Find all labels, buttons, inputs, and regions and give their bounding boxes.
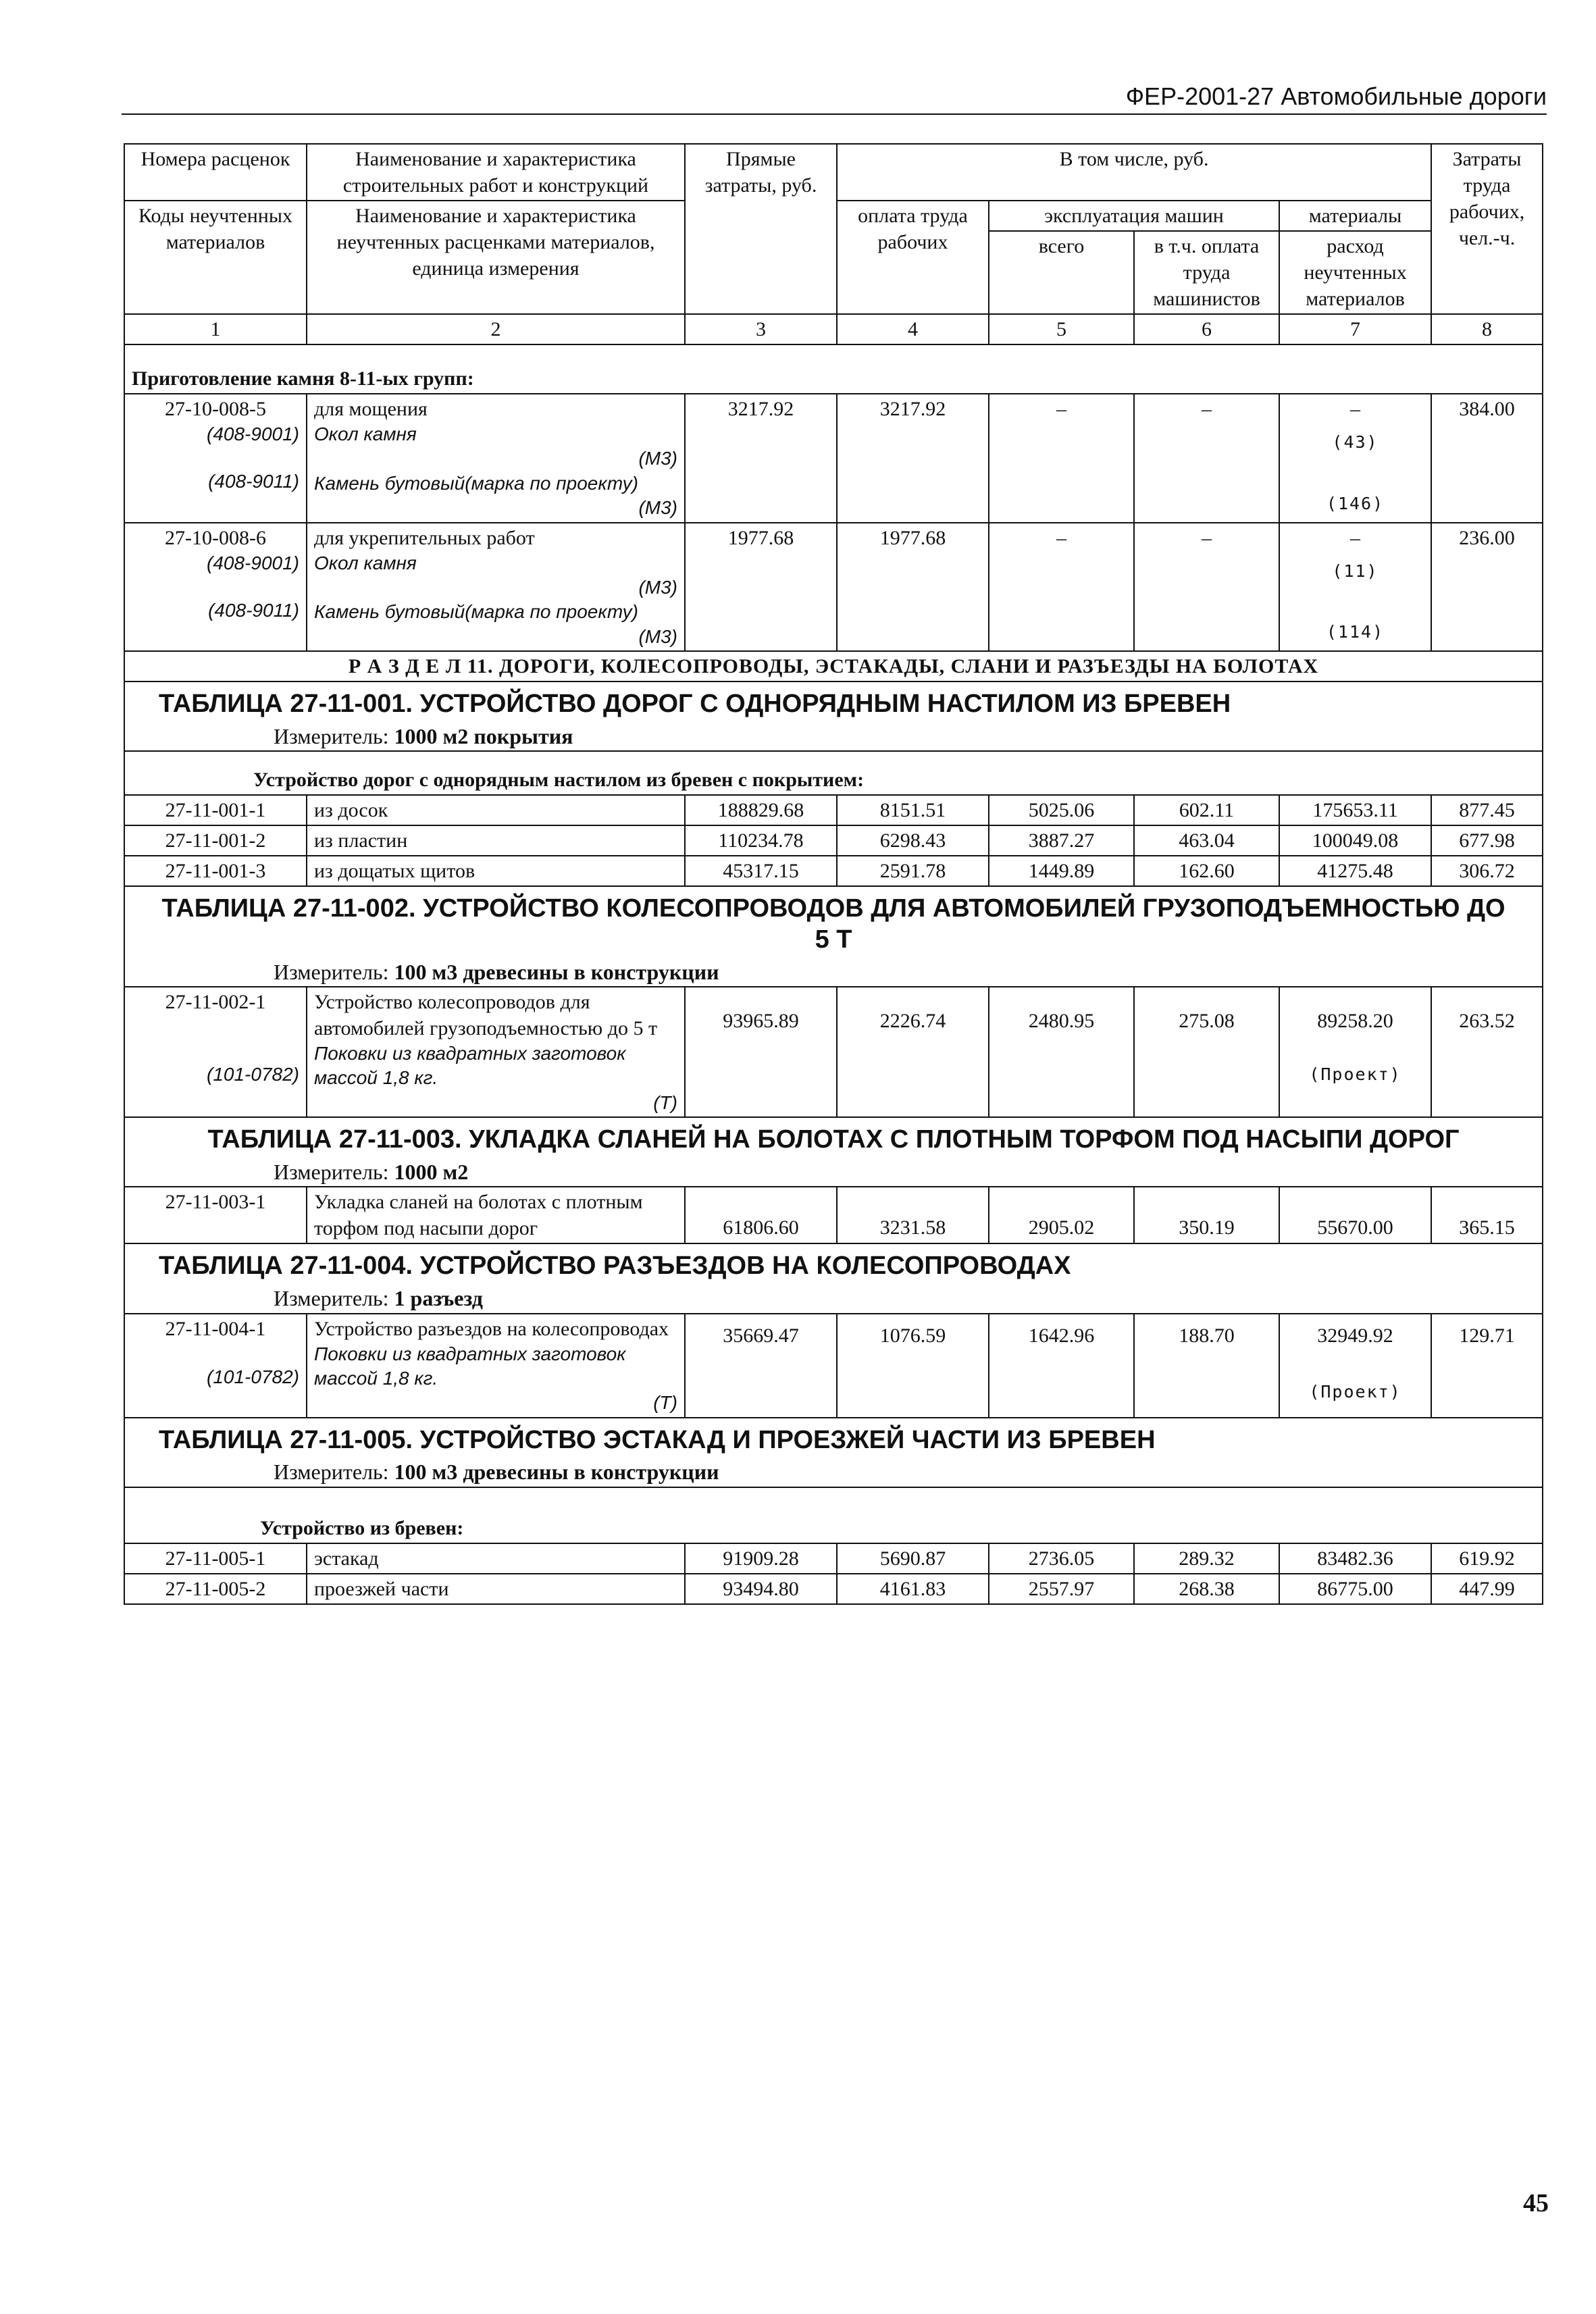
col2-header-bottom: Наименование и характеристика неучтенных расценками материалов, единица измерения xyxy=(307,201,685,314)
group-title: Устройство дорог с однорядным настилом из бревен с покрытием: xyxy=(124,751,1543,795)
column-number: 7 xyxy=(1279,314,1431,344)
work-name: для мощения xyxy=(314,398,428,420)
direct-cost: 61806.60 xyxy=(685,1187,837,1243)
work-name: проезжей части xyxy=(307,1574,685,1604)
rate-code: 27-11-004-1 xyxy=(165,1317,266,1340)
material-name: Камень бутовый(марка по проекту) xyxy=(314,601,638,623)
page-number: 45 xyxy=(1523,2189,1549,2217)
col2-header-top: Наименование и характеристика строительных работ и конструкций xyxy=(307,144,685,201)
col5-header: всего xyxy=(989,231,1134,314)
work-name: Укладка сланей на болотах с плотным торфом под насыпи дорог xyxy=(307,1187,685,1243)
material-cost: – xyxy=(1350,526,1361,549)
material-cost: 100049.08 xyxy=(1279,825,1431,856)
rate-code: 27-11-002-1 xyxy=(165,991,266,1014)
column-number: 5 xyxy=(989,314,1134,344)
labor-hours: 677.98 xyxy=(1431,825,1543,856)
rate-code: 27-11-001-2 xyxy=(124,825,307,856)
material-cost: 55670.00 xyxy=(1279,1187,1431,1243)
material-cost: 83482.36 xyxy=(1279,1543,1431,1574)
labor-hours: 877.45 xyxy=(1431,795,1543,825)
labor-cost: 3217.92 xyxy=(837,394,989,523)
material-cost: 89258.20 xyxy=(1317,1010,1393,1033)
work-name: из дощатых щитов xyxy=(307,856,685,886)
labor-hours: 129.71 xyxy=(1431,1314,1543,1418)
material-unit: (Т) xyxy=(653,1091,677,1113)
labor-hours: 384.00 xyxy=(1431,394,1543,523)
labor-cost: 8151.51 xyxy=(837,795,989,825)
machine-labor-cost: 350.19 xyxy=(1134,1187,1279,1243)
table-row xyxy=(124,1187,1543,1243)
labor-hours: 619.92 xyxy=(1431,1543,1543,1574)
rate-code: 27-11-001-1 xyxy=(124,795,307,825)
material-cost: 41275.48 xyxy=(1279,856,1431,886)
table-title: ТАБЛИЦА 27-11-003. УКЛАДКА СЛАНЕЙ НА БОЛОТАХ С ПЛОТНЫМ ТОРФОМ ПОД НАСЫПИ ДОРОГ xyxy=(207,1125,1460,1154)
meter-value: 100 м3 древесины в конструкции xyxy=(394,1460,719,1485)
rate-code: 27-11-005-1 xyxy=(124,1543,307,1574)
rate-code: 27-10-008-5 xyxy=(165,398,266,420)
machine-labor-cost: – xyxy=(1134,523,1279,652)
table-title: ТАБЛИЦА 27-11-004. УСТРОЙСТВО РАЗЪЕЗДОВ НА КОЛЕСОПРОВОДАХ xyxy=(159,1252,1071,1281)
table-row xyxy=(124,523,1543,652)
table-row xyxy=(124,856,1543,886)
materials-header: материалы xyxy=(1279,201,1431,231)
labor-cost: 1977.68 xyxy=(837,523,989,652)
machine-labor-cost: – xyxy=(1134,394,1279,523)
material-cost: 32949.92 xyxy=(1317,1324,1393,1347)
section-title: Р А З Д Е Л 11. ДОРОГИ, КОЛЕСОПРОВОДЫ, ЭСТАКАДЫ, СЛАНИ И РАЗЪЕЗДЫ НА БОЛОТАХ xyxy=(124,651,1543,682)
table-row xyxy=(124,1314,1543,1418)
group-title: Приготовление камня 8-11-ых групп: xyxy=(124,344,1543,394)
work-name: эстакад xyxy=(307,1543,685,1574)
machine-cost: 2736.05 xyxy=(989,1543,1134,1574)
meter-label: Измеритель: xyxy=(274,959,389,984)
direct-cost: 3217.92 xyxy=(685,394,837,523)
col1-header-bottom: Коды неучтенных материалов xyxy=(124,201,307,314)
table-row xyxy=(124,1574,1543,1604)
machine-labor-cost: 602.11 xyxy=(1134,795,1279,825)
direct-cost: 91909.28 xyxy=(685,1543,837,1574)
meter-label: Измеритель: xyxy=(274,1286,389,1311)
col4-header: оплата труда рабочих xyxy=(837,201,989,314)
machine-cost: 2905.02 xyxy=(989,1187,1134,1243)
labor-cost: 6298.43 xyxy=(837,825,989,856)
column-number: 1 xyxy=(124,314,307,344)
machine-labor-cost: 268.38 xyxy=(1134,1574,1279,1604)
meter-label: Измеритель: xyxy=(274,1460,389,1485)
col6-header: в т.ч. оплата труда машинистов xyxy=(1134,231,1279,314)
material-qty: (11) xyxy=(1332,561,1379,581)
column-number: 8 xyxy=(1431,314,1543,344)
labor-hours: 263.52 xyxy=(1431,987,1543,1117)
material-cost: 86775.00 xyxy=(1279,1574,1431,1604)
labor-cost: 2226.74 xyxy=(837,987,989,1117)
work-name: из досок xyxy=(307,795,685,825)
group-title: Устройство из бревен: xyxy=(124,1487,1543,1543)
material-code: (408-9011) xyxy=(208,471,299,492)
table-row xyxy=(124,825,1543,856)
material-name: Окол камня xyxy=(314,552,417,573)
machine-cost: – xyxy=(989,394,1134,523)
col8-header: Затраты труда рабочих, чел.-ч. xyxy=(1431,144,1543,314)
material-code: (101-0782) xyxy=(207,1064,299,1085)
material-qty: (Проект) xyxy=(1309,1064,1401,1085)
labor-cost: 3231.58 xyxy=(837,1187,989,1243)
material-code: (408-9011) xyxy=(208,599,299,621)
material-qty: (146) xyxy=(1326,493,1385,513)
material-name: Камень бутовый(марка по проекту) xyxy=(314,472,638,494)
material-unit: (М3) xyxy=(638,448,677,469)
meter-value: 100 м3 древесины в конструкции xyxy=(394,959,719,984)
column-number: 6 xyxy=(1134,314,1279,344)
direct-cost: 45317.15 xyxy=(685,856,837,886)
document-header: ФЕР-2001-27 Автомобильные дороги xyxy=(122,82,1547,115)
column-number: 4 xyxy=(837,314,989,344)
table-title: ТАБЛИЦА 27-11-005. УСТРОЙСТВО ЭСТАКАД И ПРОЕЗЖЕЙ ЧАСТИ ИЗ БРЕВЕН xyxy=(159,1425,1156,1454)
table-row xyxy=(124,394,1543,523)
machine-labor-cost: 463.04 xyxy=(1134,825,1279,856)
table-title: ТАБЛИЦА 27-11-001. УСТРОЙСТВО ДОРОГ С ОДНОРЯДНЫМ НАСТИЛОМ ИЗ БРЕВЕН xyxy=(159,690,1231,719)
material-cost: – xyxy=(1350,398,1361,420)
direct-cost: 93494.80 xyxy=(685,1574,837,1604)
material-code: (101-0782) xyxy=(207,1366,299,1387)
rate-code: 27-11-005-2 xyxy=(124,1574,307,1604)
material-unit: (М3) xyxy=(638,625,677,647)
material-name: Окол камня xyxy=(314,423,417,444)
labor-cost: 5690.87 xyxy=(837,1543,989,1574)
machine-labor-cost: 162.60 xyxy=(1134,856,1279,886)
table-row xyxy=(124,1543,1543,1574)
machine-cost: – xyxy=(989,523,1134,652)
col7-header: расход неучтенных материалов xyxy=(1279,231,1431,314)
table-title: ТАБЛИЦА 27-11-002. УСТРОЙСТВО КОЛЕСОПРОВОДОВ ДЛЯ АВТОМОБИЛЕЙ ГРУЗОПОДЪЕМНОСТЬЮ ДО 5 Т xyxy=(161,894,1505,954)
machine-cost: 5025.06 xyxy=(989,795,1134,825)
col1-header-top: Номера расценок xyxy=(124,144,307,201)
labor-hours: 306.72 xyxy=(1431,856,1543,886)
material-name: Поковки из квадратных заготовок массой 1,8 кг. xyxy=(314,1343,626,1389)
direct-cost: 110234.78 xyxy=(685,825,837,856)
meter-label: Измеритель: xyxy=(274,723,389,748)
material-code: (408-9001) xyxy=(207,552,299,573)
labor-hours: 365.15 xyxy=(1431,1187,1543,1243)
column-number: 3 xyxy=(685,314,837,344)
column-number: 2 xyxy=(307,314,685,344)
direct-cost: 93965.89 xyxy=(685,987,837,1117)
labor-hours: 236.00 xyxy=(1431,523,1543,652)
material-qty: (114) xyxy=(1326,622,1385,642)
labor-cost: 1076.59 xyxy=(837,1314,989,1418)
machine-labor-cost: 275.08 xyxy=(1134,987,1279,1117)
including-header: В том числе, руб. xyxy=(837,144,1431,201)
material-name: Поковки из квадратных заготовок массой 1,8 кг. xyxy=(314,1043,626,1089)
direct-cost: 1977.68 xyxy=(685,523,837,652)
material-unit: (М3) xyxy=(638,497,677,519)
col3-header: Прямые затраты, руб. xyxy=(685,144,837,314)
material-unit: (Т) xyxy=(653,1392,677,1414)
machine-cost: 1642.96 xyxy=(989,1314,1134,1418)
machines-header: эксплуатация машин xyxy=(989,201,1279,231)
table-row xyxy=(124,987,1543,1117)
work-name: Устройство разъездов на колесопроводах xyxy=(314,1317,669,1340)
meter-value: 1000 м2 xyxy=(394,1159,469,1184)
table-row xyxy=(124,795,1543,825)
material-unit: (М3) xyxy=(638,576,677,598)
rate-code: 27-10-008-6 xyxy=(165,526,266,549)
machine-cost: 3887.27 xyxy=(989,825,1134,856)
material-qty: (Проект) xyxy=(1309,1381,1401,1402)
material-code: (408-9001) xyxy=(207,423,299,444)
machine-cost: 2480.95 xyxy=(989,987,1134,1117)
work-name: Устройство колесопроводов для автомобилей грузоподъемностью до 5 т xyxy=(314,991,658,1040)
machine-labor-cost: 289.32 xyxy=(1134,1543,1279,1574)
meter-value: 1000 м2 покрытия xyxy=(394,723,573,748)
labor-cost: 4161.83 xyxy=(837,1574,989,1604)
meter-label: Измеритель: xyxy=(274,1159,389,1184)
rate-code: 27-11-001-3 xyxy=(124,856,307,886)
work-name: из пластин xyxy=(307,825,685,856)
direct-cost: 188829.68 xyxy=(685,795,837,825)
meter-value: 1 разъезд xyxy=(394,1286,483,1311)
material-qty: (43) xyxy=(1332,432,1379,452)
machine-cost: 2557.97 xyxy=(989,1574,1134,1604)
direct-cost: 35669.47 xyxy=(685,1314,837,1418)
material-cost: 175653.11 xyxy=(1279,795,1431,825)
rate-code: 27-11-003-1 xyxy=(124,1187,307,1243)
machine-labor-cost: 188.70 xyxy=(1134,1314,1279,1418)
labor-cost: 2591.78 xyxy=(837,856,989,886)
work-name: для укрепительных работ xyxy=(314,526,535,549)
labor-hours: 447.99 xyxy=(1431,1574,1543,1604)
price-table xyxy=(124,143,1543,1605)
machine-cost: 1449.89 xyxy=(989,856,1134,886)
